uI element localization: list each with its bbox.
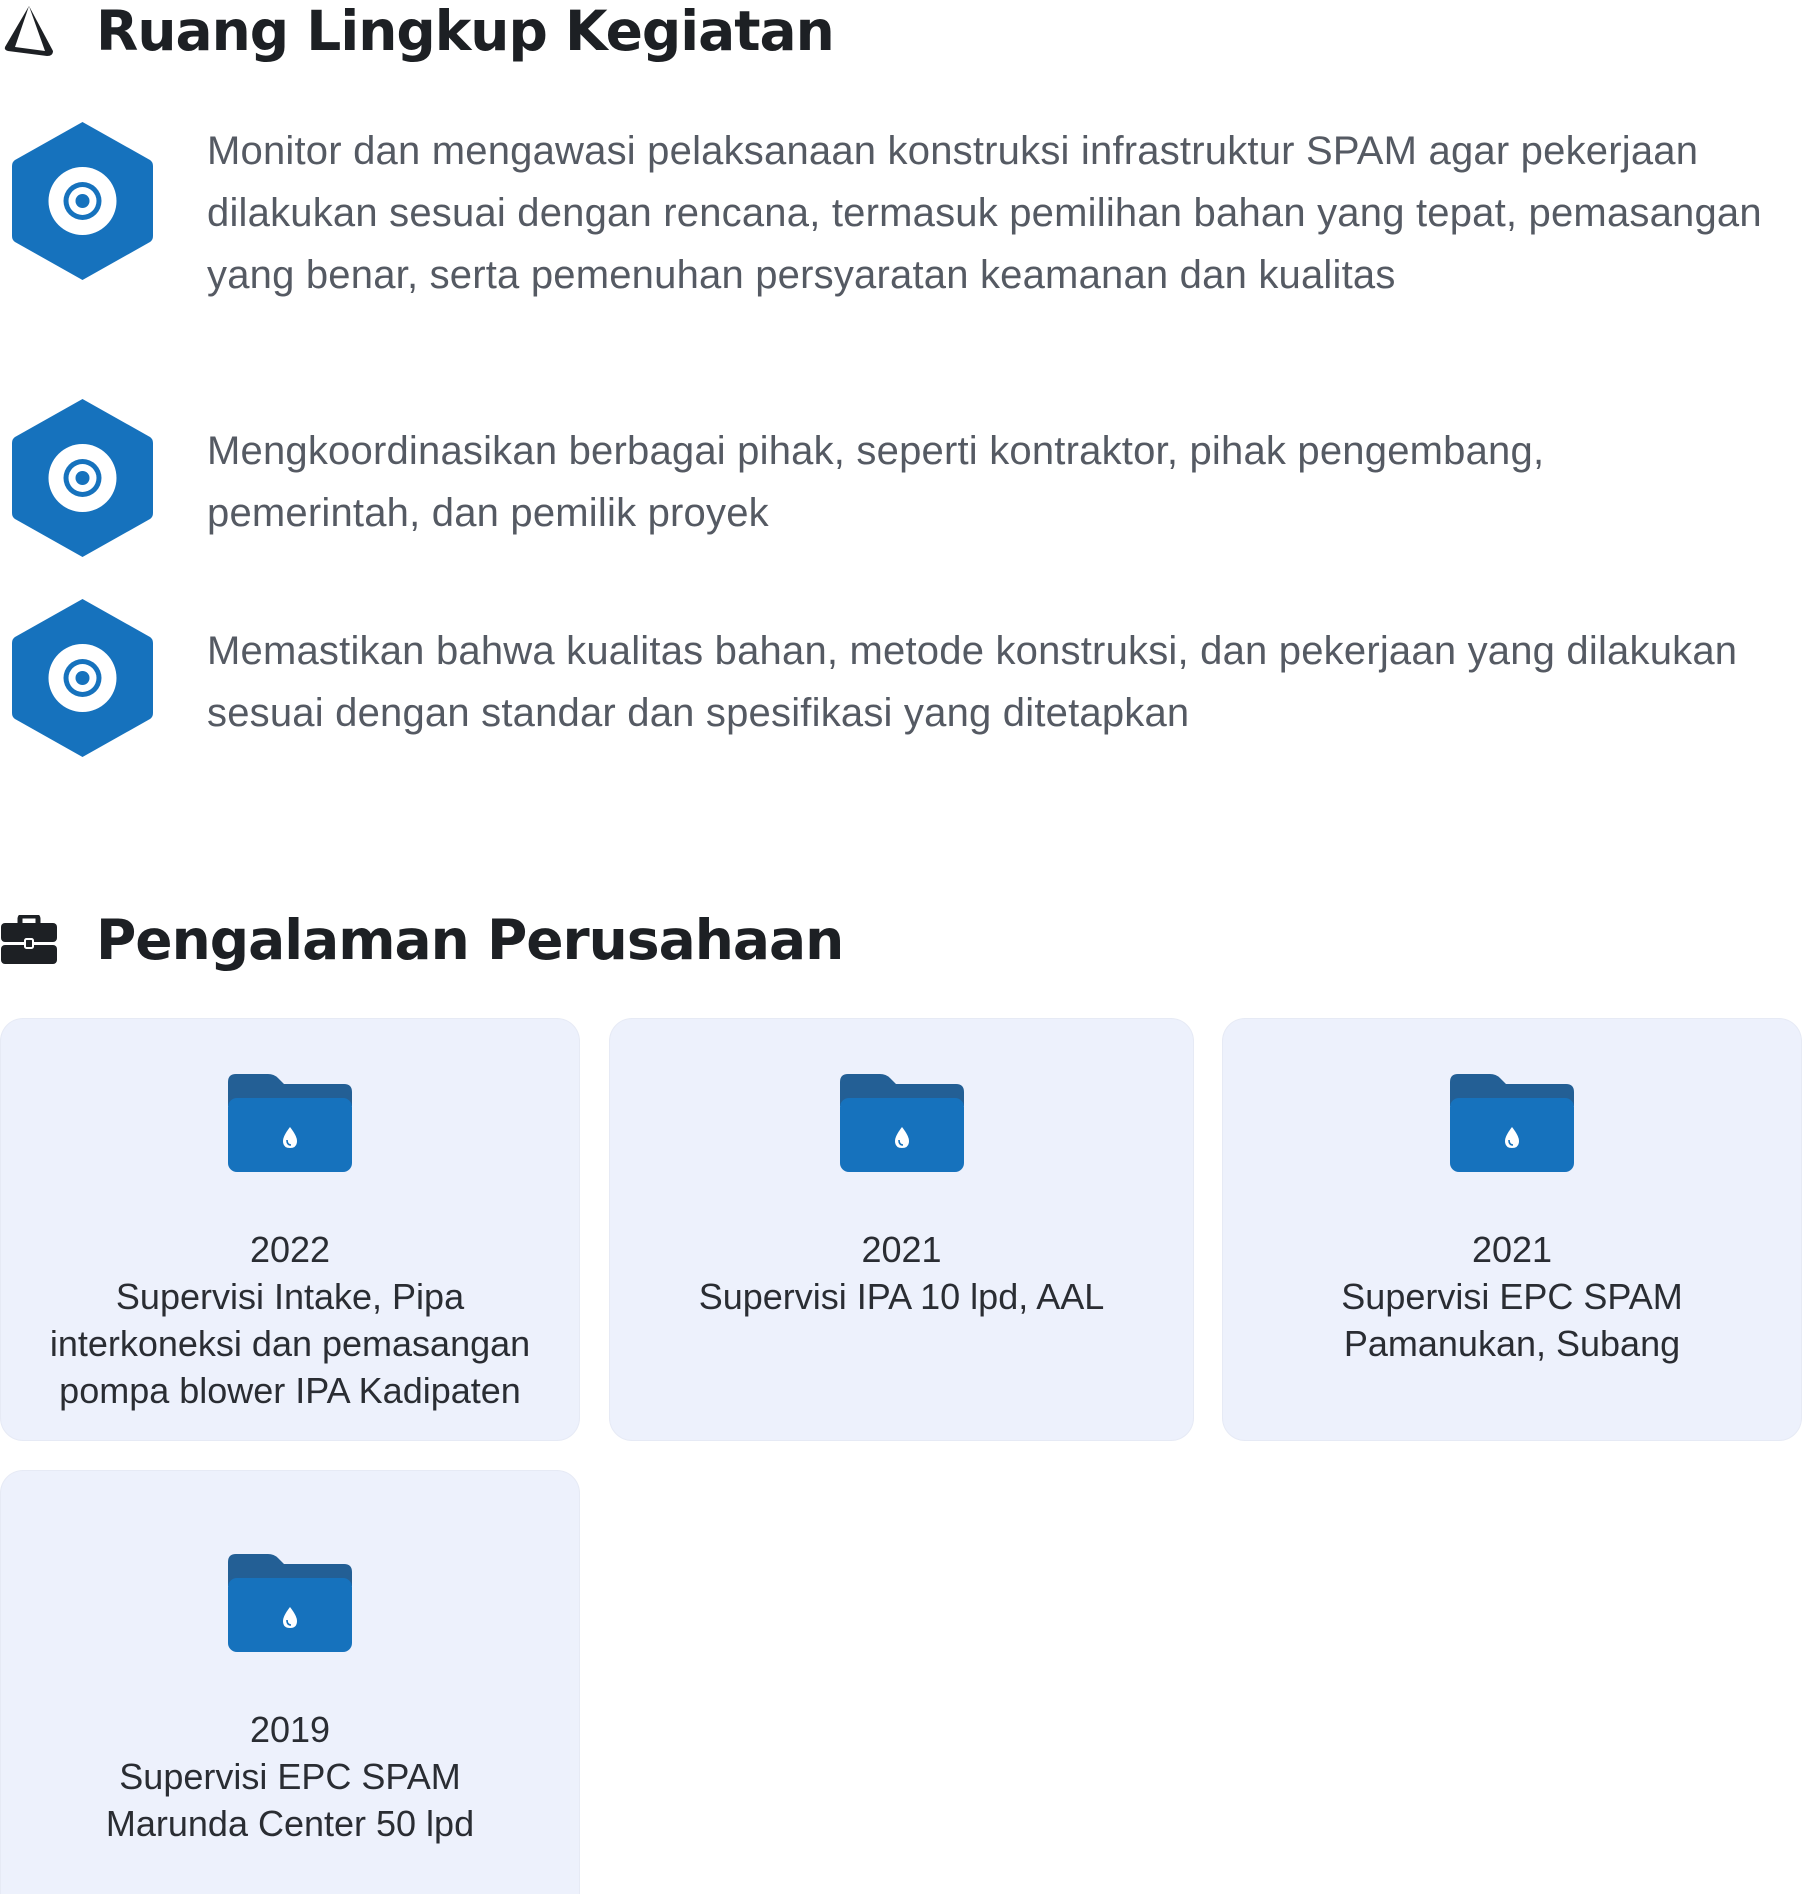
folder-water-icon — [228, 1552, 352, 1652]
card-title: Supervisi Intake, Pipa interkoneksi dan pemasangan pompa blower IPA Kadipaten — [49, 1276, 531, 1411]
target-hexagon-icon — [10, 597, 155, 759]
scope-heading-title: Ruang Lingkup Kegiatan — [96, 0, 834, 63]
card-title: Supervisi EPC SPAM Marunda Center 50 lpd — [105, 1756, 475, 1844]
scope-item-text: Monitor dan mengawasi pelaksanaan konstruksi infrastruktur SPAM agar pekerjaan dilakukan sesuai dengan rencana, termasuk pemilihan bahan yang tepat, pemasangan yang benar, serta pemenuhan persyaratan keamanan dan kualitas — [207, 129, 1762, 297]
experience-card[interactable] — [1, 1471, 579, 1894]
card-year: 2021 — [1471, 1229, 1553, 1270]
briefcase-icon — [0, 911, 58, 969]
experience-card[interactable] — [1223, 1019, 1801, 1440]
card-title: Supervisi IPA 10 lpd, AAL — [698, 1276, 1105, 1317]
scope-item-text: Memastikan bahwa kualitas bahan, metode konstruksi, dan pekerjaan yang dilakukan sesuai dengan standar dan spesifikasi yang ditetapkan — [207, 629, 1738, 735]
card-year: 2022 — [249, 1229, 331, 1270]
card-title: Supervisi EPC SPAM Pamanukan, Subang — [1341, 1276, 1683, 1364]
experience-heading-title: Pengalaman Perusahaan — [96, 908, 844, 972]
scope-section-heading — [0, 0, 834, 66]
experience-card[interactable] — [1, 1019, 579, 1440]
target-hexagon-icon — [10, 120, 155, 282]
folder-water-icon — [840, 1072, 964, 1172]
scope-item-text: Mengkoordinasikan berbagai pihak, seperti kontraktor, pihak pengembang, pemerintah, dan pemilik proyek — [207, 429, 1545, 535]
prism-icon — [0, 2, 58, 60]
folder-water-icon — [228, 1072, 352, 1172]
folder-water-icon — [1450, 1072, 1574, 1172]
target-hexagon-icon — [10, 397, 155, 559]
card-year: 2021 — [861, 1229, 942, 1270]
experience-section-heading — [0, 905, 843, 975]
card-year: 2019 — [249, 1709, 331, 1750]
experience-card[interactable] — [610, 1019, 1193, 1440]
